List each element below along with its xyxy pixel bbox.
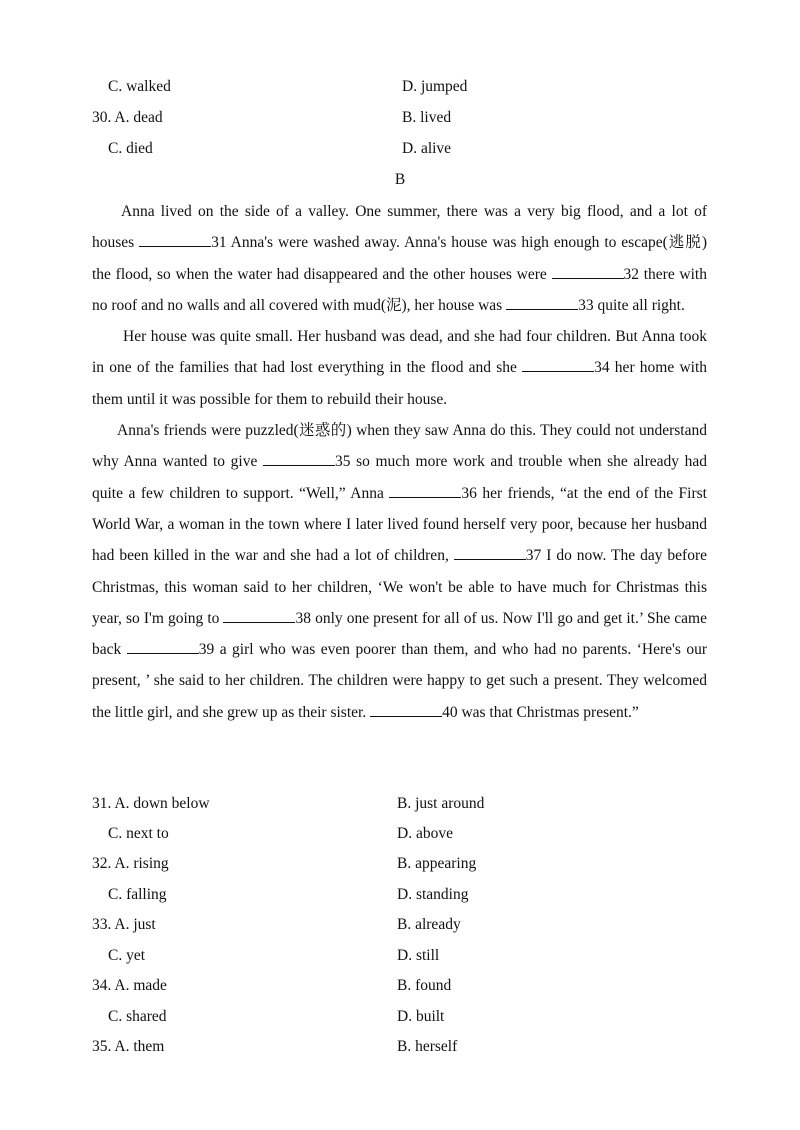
option-32-a: 32. A. rising <box>92 855 169 872</box>
option-31-a: 31. A. down below <box>92 795 210 812</box>
answer-blank <box>139 232 211 247</box>
blank-number: 38 <box>295 609 311 627</box>
passage-paragraph-1 <box>92 196 707 321</box>
option-32-d: D. standing <box>397 886 469 903</box>
answer-blank <box>370 702 442 717</box>
option-33-d: D. still <box>397 947 440 964</box>
answer-blank <box>263 451 335 466</box>
answer-blank <box>552 264 624 279</box>
option-30-a: 30. A. dead <box>92 109 163 126</box>
passage-text: only one present for all of us. Now I'll go and get it.’ She came back <box>92 609 707 659</box>
blank-number: 39 <box>198 641 215 659</box>
passage-text: so much more work and trouble when she already had quite a few children to support. “Well,” Anna <box>92 453 707 502</box>
blank-number: 40 <box>442 703 458 721</box>
option-35-b: B. herself <box>397 1038 458 1055</box>
option-31-c: C. next to <box>108 825 169 842</box>
option-34-a: 34. A. made <box>92 977 167 994</box>
answer-blank <box>223 608 295 623</box>
blank-number: 34 <box>594 359 610 377</box>
answer-blank <box>522 357 594 372</box>
option-30-c: C. died <box>108 140 153 157</box>
passage-text: her home with them until it was possible for them to rebuild their house. <box>92 359 707 408</box>
option-32-c: C. falling <box>108 886 167 903</box>
option-34-b: B. found <box>397 977 452 994</box>
answer-blank <box>506 295 578 310</box>
option-33-c: C. yet <box>108 947 146 964</box>
blank-number: 35 <box>334 453 351 471</box>
answer-blank <box>454 545 526 560</box>
passage-paragraph-2 <box>92 321 707 415</box>
passage-text: there with no roof and no walls and all covered with mud(泥), her house was <box>92 265 707 314</box>
option-30-b: B. lived <box>402 109 452 126</box>
option-34-c: C. shared <box>108 1008 167 1025</box>
blank-number: 37 <box>525 547 542 565</box>
option-30-d: D. alive <box>402 140 452 157</box>
passage-text: a girl who was even poorer than them, and who had no parents. ‘Here's our present, ’ she said to her children. The children were happy to get such a present. They welcomed the little girl, and she grew up as their sister. <box>92 641 707 721</box>
option-29-c: C. walked <box>108 78 171 95</box>
option-33-a: 33. A. just <box>92 916 156 933</box>
option-31-b: B. just around <box>397 795 485 812</box>
blank-number: 32 <box>623 265 639 283</box>
answer-blank <box>127 639 199 654</box>
blank-number: 31 <box>211 234 227 252</box>
passage-text: Anna's were washed away. Anna's house was high enough to escape(逃脱) the flood, so when the water had disappeared and the other houses were <box>92 234 708 283</box>
passage-paragraph-3 <box>92 415 707 728</box>
passage-text: Anna's friends were puzzled(迷惑的) when they saw Anna do this. They could not understand why Anna wanted to give <box>92 422 707 471</box>
passage-text: was that Christmas present.” <box>457 703 639 721</box>
option-35-a: 35. A. them <box>92 1038 165 1055</box>
passage-text: Her house was quite small. Her husband was dead, and she had four children. But Anna took in one of the families that had lost everything in the flood and she <box>92 328 707 377</box>
passage-text: I do now. The day before Christmas, this woman said to her children, ‘We won't be able to have much for Christmas this year, so I'm going to <box>92 547 707 627</box>
answer-blank <box>389 483 461 498</box>
reading-passage <box>92 196 707 728</box>
blank-number: 36 <box>461 484 477 502</box>
passage-text: quite all right. <box>593 296 685 314</box>
passage-text: her friends, “at the end of the First World War, a woman in the town where I later lived found herself very poor, because her husband had been killed in the war and she had a lot of children, <box>92 484 707 565</box>
option-33-b: B. already <box>397 916 461 933</box>
option-34-d: D. built <box>397 1008 445 1025</box>
passage-text: Anna lived on the side of a valley. One summer, there was a very big flood, and a lot of houses <box>92 203 707 252</box>
option-31-d: D. above <box>397 825 453 842</box>
option-29-d: D. jumped <box>402 78 468 95</box>
section-heading: B <box>394 171 406 188</box>
blank-number: 33 <box>578 296 594 314</box>
option-32-b: B. appearing <box>397 855 477 872</box>
